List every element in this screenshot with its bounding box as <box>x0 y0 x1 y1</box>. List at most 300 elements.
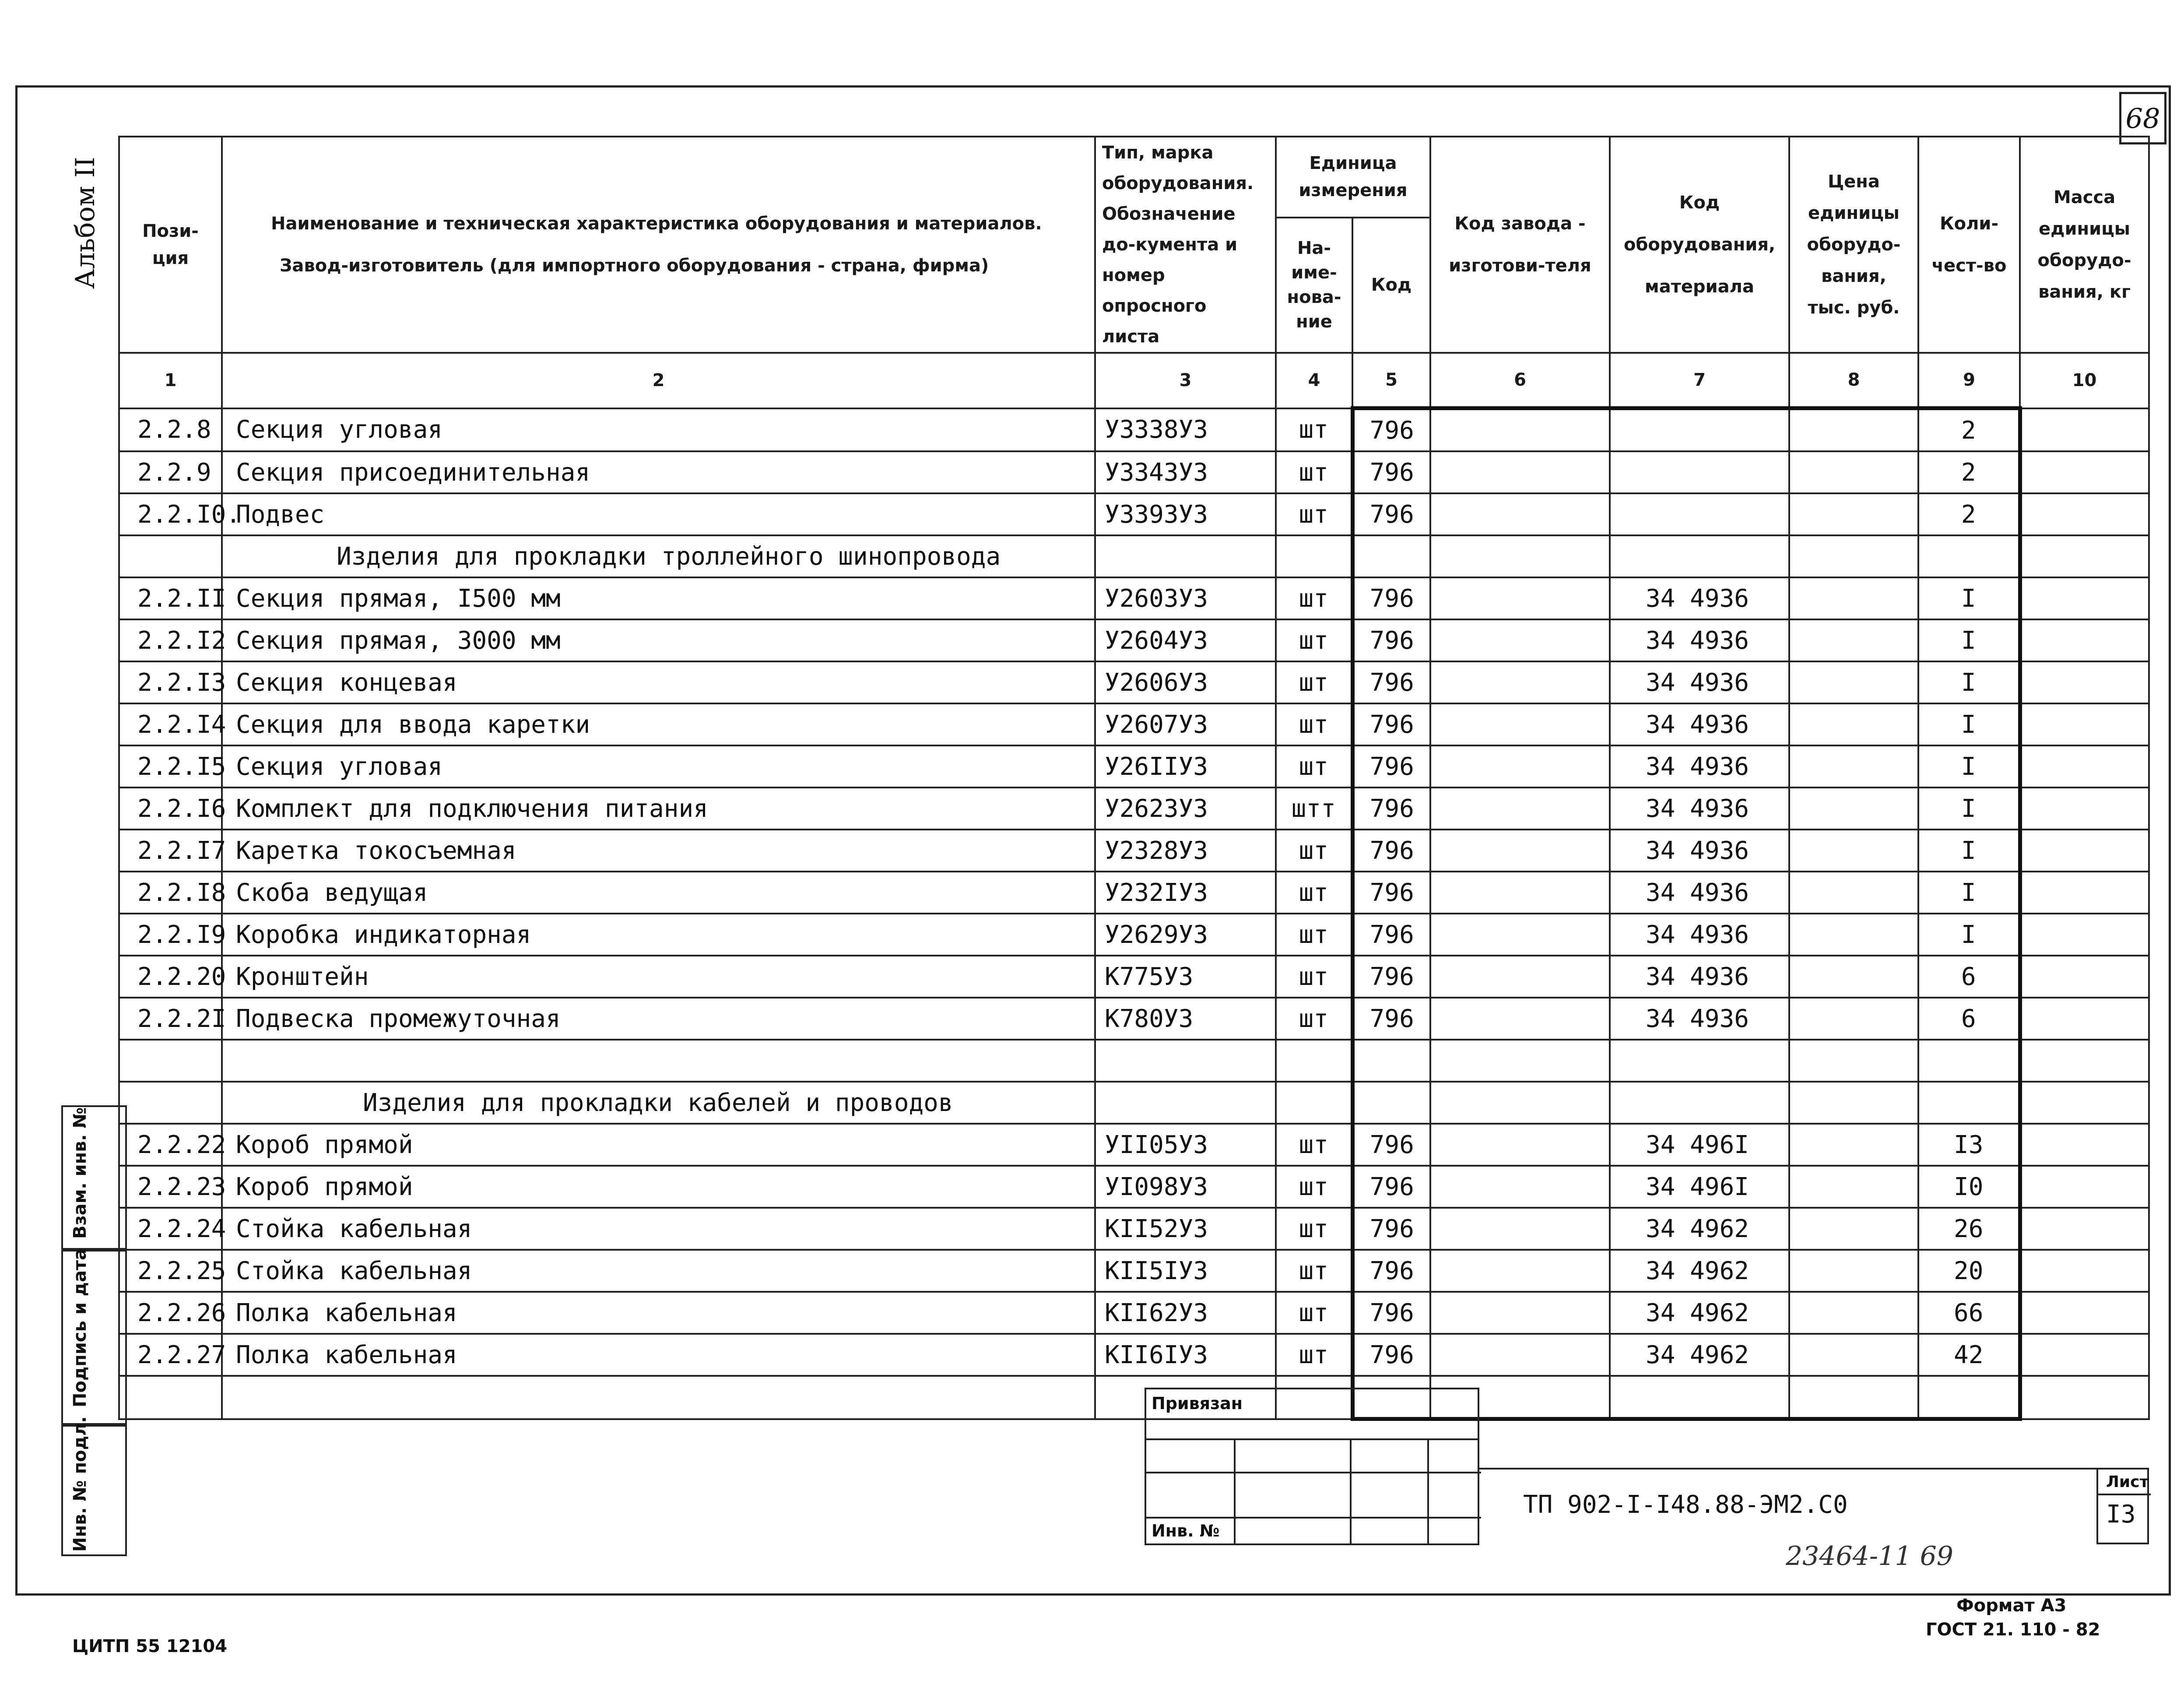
table-row <box>119 535 2149 577</box>
cell-type: У2328У3 <box>1095 830 1276 872</box>
column-number: 1 <box>119 353 222 408</box>
table-row <box>119 998 2149 1040</box>
cell-name: Секция угловая <box>222 745 1095 787</box>
cell-empty <box>1610 1082 1789 1124</box>
cell-unit-code: 796 <box>1352 451 1430 493</box>
cell-empty <box>1430 1040 1610 1082</box>
cell-unit: штт <box>1276 787 1352 830</box>
table-row <box>119 914 2149 956</box>
cell-price <box>1789 661 1918 703</box>
gost-label: ГОСТ 21. 110 - 82 <box>1926 1620 2100 1640</box>
cell-unit: шт <box>1276 577 1352 619</box>
cell-name: Секция прямая, I500 мм <box>222 577 1095 619</box>
cell-price <box>1789 703 1918 745</box>
cell-position <box>119 535 222 577</box>
cell-empty <box>1352 535 1430 577</box>
cell-price <box>1789 998 1918 1040</box>
cell-maker-code <box>1430 914 1610 956</box>
cell-material-code: 34 496I <box>1610 1124 1789 1166</box>
cell-position: 2.2.22 <box>119 1124 222 1166</box>
cell-name: Скоба ведущая <box>222 872 1095 914</box>
cell-quantity: I0 <box>1918 1166 2020 1208</box>
table-row <box>119 956 2149 998</box>
section-heading: Изделия для прокладки троллейного шинопровода <box>222 535 1095 577</box>
cell-type: КII62У3 <box>1095 1292 1276 1334</box>
cell-position: 2.2.I7 <box>119 830 222 872</box>
stamp-divider <box>1479 1468 2145 1470</box>
cell-maker-code <box>1430 1292 1610 1334</box>
stamp-grid <box>1145 1440 1479 1545</box>
cell-name: Короб прямой <box>222 1166 1095 1208</box>
cell-empty <box>1789 535 1918 577</box>
cell-unit: шт <box>1276 956 1352 998</box>
cell-empty <box>1095 1082 1276 1124</box>
cell-empty <box>1352 1082 1430 1124</box>
cell-unit: шт <box>1276 998 1352 1040</box>
cell-unit-code: 796 <box>1352 1292 1430 1334</box>
cell-empty <box>1276 535 1352 577</box>
cell-position: 2.2.I0. <box>119 493 222 535</box>
cell-mass <box>2020 1250 2149 1292</box>
cell-material-code: 34 4936 <box>1610 703 1789 745</box>
cell-quantity: I <box>1918 577 2020 619</box>
cell-empty <box>1918 535 2020 577</box>
cell-position: 2.2.2I <box>119 998 222 1040</box>
cell-mass <box>2020 1166 2149 1208</box>
cell-empty <box>1276 1040 1352 1082</box>
section-heading: Изделия для прокладки кабелей и проводов <box>222 1082 1095 1124</box>
cell-maker-code <box>1430 1334 1610 1376</box>
cell-price <box>1789 1208 1918 1250</box>
cell-mass <box>2020 1124 2149 1166</box>
cell-unit: шт <box>1276 872 1352 914</box>
cell-empty <box>119 1040 222 1082</box>
cell-empty <box>1789 1376 1918 1419</box>
side-label-podpis: Подпись и дата <box>70 1248 90 1407</box>
cell-unit-code: 796 <box>1352 1124 1430 1166</box>
cell-name: Подвес <box>222 493 1095 535</box>
cell-name: Каретка токосъемная <box>222 830 1095 872</box>
cell-type: У3343У3 <box>1095 451 1276 493</box>
cell-unit-code: 796 <box>1352 787 1430 830</box>
cell-maker-code <box>1430 956 1610 998</box>
cell-type: У3338У3 <box>1095 408 1276 452</box>
cell-price <box>1789 1250 1918 1292</box>
cell-mass <box>2020 1334 2149 1376</box>
cell-unit-code: 796 <box>1352 1166 1430 1208</box>
table-row <box>119 451 2149 493</box>
cell-unit-code: 796 <box>1352 872 1430 914</box>
cell-maker-code <box>1430 1208 1610 1250</box>
cell-unit-code: 796 <box>1352 830 1430 872</box>
cell-type: КII6IУ3 <box>1095 1334 1276 1376</box>
cell-unit: шт <box>1276 451 1352 493</box>
cell-type: У2604У3 <box>1095 619 1276 661</box>
cell-unit: шт <box>1276 408 1352 452</box>
cell-position: 2.2.I5 <box>119 745 222 787</box>
cell-material-code: 34 4962 <box>1610 1208 1789 1250</box>
cell-material-code: 34 4936 <box>1610 745 1789 787</box>
cell-quantity: I <box>1918 830 2020 872</box>
cell-mass <box>2020 998 2149 1040</box>
cell-unit-code: 796 <box>1352 493 1430 535</box>
cell-empty <box>1610 535 1789 577</box>
cell-empty <box>1918 1082 2020 1124</box>
cell-maker-code <box>1430 830 1610 872</box>
cell-maker-code <box>1430 451 1610 493</box>
header-type: Тип, марка оборудования. Обозначение до-кумента и номер опросного листа <box>1095 137 1276 353</box>
cell-mass <box>2020 745 2149 787</box>
cell-position: 2.2.25 <box>119 1250 222 1292</box>
cell-empty <box>1352 1040 1430 1082</box>
cell-quantity: I3 <box>1918 1124 2020 1166</box>
cell-type: У2629У3 <box>1095 914 1276 956</box>
cell-position: 2.2.27 <box>119 1334 222 1376</box>
cell-type: У2623У3 <box>1095 787 1276 830</box>
cell-mass <box>2020 1208 2149 1250</box>
cell-empty <box>1918 1376 2020 1419</box>
cell-material-code: 34 4936 <box>1610 787 1789 830</box>
cell-maker-code <box>1430 661 1610 703</box>
list-label: Лист <box>2106 1473 2149 1491</box>
cell-name: Коробка индикаторная <box>222 914 1095 956</box>
cell-material-code: 34 4962 <box>1610 1250 1789 1292</box>
cell-unit: шт <box>1276 619 1352 661</box>
cell-unit: шт <box>1276 830 1352 872</box>
album-label: Альбом II <box>70 157 101 289</box>
cell-quantity: 2 <box>1918 493 2020 535</box>
cell-maker-code <box>1430 745 1610 787</box>
column-number: 8 <box>1789 353 1918 408</box>
cell-unit: шт <box>1276 914 1352 956</box>
cell-maker-code <box>1430 1250 1610 1292</box>
cell-mass <box>2020 493 2149 535</box>
cell-empty <box>1430 535 1610 577</box>
cell-mass <box>2020 577 2149 619</box>
cell-unit: шт <box>1276 745 1352 787</box>
header-price: Цена единицы оборудо-вания, тыс. руб. <box>1789 137 1918 353</box>
cell-empty <box>2020 1082 2149 1124</box>
column-number: 2 <box>222 353 1095 408</box>
cell-type: КII5IУ3 <box>1095 1250 1276 1292</box>
cell-name: Стойка кабельная <box>222 1208 1095 1250</box>
cell-unit-code: 796 <box>1352 619 1430 661</box>
cell-unit: шт <box>1276 493 1352 535</box>
table-row <box>119 1334 2149 1376</box>
table-row <box>119 787 2149 830</box>
cell-mass <box>2020 451 2149 493</box>
cell-maker-code <box>1430 408 1610 452</box>
cell-position: 2.2.23 <box>119 1166 222 1208</box>
cell-quantity: 42 <box>1918 1334 2020 1376</box>
cell-maker-code <box>1430 1124 1610 1166</box>
cell-name: Подвеска промежуточная <box>222 998 1095 1040</box>
cell-type: К780У3 <box>1095 998 1276 1040</box>
cell-position: 2.2.I9 <box>119 914 222 956</box>
cell-empty <box>1610 1040 1789 1082</box>
cell-position: 2.2.I3 <box>119 661 222 703</box>
cell-mass <box>2020 787 2149 830</box>
cell-unit-code: 796 <box>1352 1334 1430 1376</box>
cell-unit-code: 796 <box>1352 998 1430 1040</box>
specification-table <box>118 136 2150 1421</box>
table-row <box>119 1208 2149 1250</box>
cell-material-code: 34 4936 <box>1610 956 1789 998</box>
cell-material-code: 34 496I <box>1610 1166 1789 1208</box>
cell-position: 2.2.8 <box>119 408 222 452</box>
cell-empty <box>1095 1040 1276 1082</box>
cell-empty <box>2020 535 2149 577</box>
cell-quantity: I <box>1918 787 2020 830</box>
stamp-privyazan-label: Привязан <box>1152 1394 1243 1413</box>
table-row <box>119 661 2149 703</box>
header-mass: Масса единицы оборудо-вания, кг <box>2020 137 2149 353</box>
header-unit-name: На-име-нова-ние <box>1276 218 1352 353</box>
handwritten-number: 23464-11 69 <box>1786 1541 1953 1571</box>
cell-material-code: 34 4936 <box>1610 619 1789 661</box>
table-row <box>119 872 2149 914</box>
cell-name: Секция концевая <box>222 661 1095 703</box>
column-number: 3 <box>1095 353 1276 408</box>
cell-unit: шт <box>1276 703 1352 745</box>
cell-name: Кронштейн <box>222 956 1095 998</box>
cell-maker-code <box>1430 577 1610 619</box>
cell-quantity: 6 <box>1918 956 2020 998</box>
cell-position: 2.2.II <box>119 577 222 619</box>
cell-position <box>119 1082 222 1124</box>
table-row <box>119 1040 2149 1082</box>
table-row <box>119 1082 2149 1124</box>
cell-empty <box>1095 535 1276 577</box>
cell-name: Полка кабельная <box>222 1334 1095 1376</box>
cell-quantity: 66 <box>1918 1292 2020 1334</box>
cell-price <box>1789 1334 1918 1376</box>
cell-material-code <box>1610 451 1789 493</box>
header-unit-code: Код <box>1352 218 1430 353</box>
cell-type: У3393У3 <box>1095 493 1276 535</box>
table-row <box>119 745 2149 787</box>
column-number: 6 <box>1430 353 1610 408</box>
cell-price <box>1789 493 1918 535</box>
table-row <box>119 619 2149 661</box>
table-row <box>119 1166 2149 1208</box>
cell-unit: шт <box>1276 1292 1352 1334</box>
cell-price <box>1789 872 1918 914</box>
cell-material-code <box>1610 493 1789 535</box>
cell-price <box>1789 956 1918 998</box>
header-material-code: Код оборудования, материала <box>1610 137 1789 353</box>
cell-name: Секция присоединительная <box>222 451 1095 493</box>
cell-type: У2606У3 <box>1095 661 1276 703</box>
cell-quantity: 6 <box>1918 998 2020 1040</box>
cell-material-code: 34 4936 <box>1610 577 1789 619</box>
cell-unit: шт <box>1276 661 1352 703</box>
format-label: Формат А3 <box>1956 1596 2067 1616</box>
cell-empty <box>1918 1040 2020 1082</box>
cell-mass <box>2020 661 2149 703</box>
cell-price <box>1789 451 1918 493</box>
cell-mass <box>2020 1292 2149 1334</box>
cell-price <box>1789 1292 1918 1334</box>
stamp-inv-label: Инв. № <box>1152 1521 1220 1540</box>
cell-material-code <box>1610 408 1789 452</box>
table-row <box>119 703 2149 745</box>
cell-empty <box>1610 1376 1789 1419</box>
cell-maker-code <box>1430 872 1610 914</box>
list-box <box>2096 1468 2149 1544</box>
cell-unit: шт <box>1276 1334 1352 1376</box>
cell-unit: шт <box>1276 1166 1352 1208</box>
cell-empty <box>1430 1082 1610 1124</box>
cell-maker-code <box>1430 998 1610 1040</box>
stamp-privyazan-box <box>1145 1388 1479 1440</box>
cell-type: УI098У3 <box>1095 1166 1276 1208</box>
cell-unit: шт <box>1276 1208 1352 1250</box>
cell-price <box>1789 914 1918 956</box>
cell-material-code: 34 4936 <box>1610 661 1789 703</box>
header-maker-code: Код завода - изготови-теля <box>1430 137 1610 353</box>
cell-position: 2.2.26 <box>119 1292 222 1334</box>
cell-position: 2.2.24 <box>119 1208 222 1250</box>
cell-empty <box>1276 1082 1352 1124</box>
cell-unit-code: 796 <box>1352 956 1430 998</box>
cell-empty <box>1789 1082 1918 1124</box>
cell-quantity: I <box>1918 703 2020 745</box>
sheet-number: 68 <box>2119 92 2166 144</box>
cell-unit-code: 796 <box>1352 1250 1430 1292</box>
cell-quantity: 2 <box>1918 408 2020 452</box>
cell-price <box>1789 1124 1918 1166</box>
column-number: 5 <box>1352 353 1430 408</box>
cell-mass <box>2020 408 2149 452</box>
cell-quantity: I <box>1918 619 2020 661</box>
cell-type: У2603У3 <box>1095 577 1276 619</box>
cell-type: У232IУ3 <box>1095 872 1276 914</box>
cell-price <box>1789 830 1918 872</box>
table-row <box>119 1124 2149 1166</box>
cell-maker-code <box>1430 493 1610 535</box>
cell-price <box>1789 787 1918 830</box>
cell-name: Секция прямая, 3000 мм <box>222 619 1095 661</box>
cell-quantity: 2 <box>1918 451 2020 493</box>
cell-position: 2.2.I6 <box>119 787 222 830</box>
cell-unit: шт <box>1276 1250 1352 1292</box>
side-label-inv: Инв. № подл. <box>70 1416 90 1552</box>
cell-quantity: I <box>1918 872 2020 914</box>
cell-quantity: I <box>1918 914 2020 956</box>
cell-material-code: 34 4936 <box>1610 830 1789 872</box>
cell-position: 2.2.I8 <box>119 872 222 914</box>
cell-name: Секция для ввода каретки <box>222 703 1095 745</box>
cell-name: Комплект для подключения питания <box>222 787 1095 830</box>
cell-position: 2.2.20 <box>119 956 222 998</box>
column-number: 10 <box>2020 353 2149 408</box>
table-row <box>119 1292 2149 1334</box>
cell-empty <box>1789 1040 1918 1082</box>
cell-mass <box>2020 703 2149 745</box>
cell-empty <box>2020 1040 2149 1082</box>
cell-empty <box>222 1040 1095 1082</box>
cell-unit-code: 796 <box>1352 1208 1430 1250</box>
cell-material-code: 34 4962 <box>1610 1292 1789 1334</box>
cell-material-code: 34 4936 <box>1610 872 1789 914</box>
document-code: ТП 902-I-I48.88-ЭМ2.С0 <box>1523 1491 1848 1519</box>
cell-unit-code: 796 <box>1352 577 1430 619</box>
cell-quantity: 26 <box>1918 1208 2020 1250</box>
cell-quantity: 20 <box>1918 1250 2020 1292</box>
cell-position: 2.2.9 <box>119 451 222 493</box>
cell-position: 2.2.I2 <box>119 619 222 661</box>
column-number: 9 <box>1918 353 2020 408</box>
cell-type: УII05У3 <box>1095 1124 1276 1166</box>
cell-unit-code: 796 <box>1352 745 1430 787</box>
cell-maker-code <box>1430 703 1610 745</box>
cell-mass <box>2020 872 2149 914</box>
cell-price <box>1789 1166 1918 1208</box>
cell-price <box>1789 745 1918 787</box>
table-row <box>119 408 2149 452</box>
cell-name: Секция угловая <box>222 408 1095 452</box>
cell-type: КII52У3 <box>1095 1208 1276 1250</box>
cell-quantity: I <box>1918 745 2020 787</box>
table-row <box>119 830 2149 872</box>
cell-maker-code <box>1430 787 1610 830</box>
table-row <box>119 1376 2149 1419</box>
cell-maker-code <box>1430 1166 1610 1208</box>
cell-position: 2.2.I4 <box>119 703 222 745</box>
cell-type: У26IIУ3 <box>1095 745 1276 787</box>
header-quantity: Коли-чест-во <box>1918 137 2020 353</box>
cell-name: Полка кабельная <box>222 1292 1095 1334</box>
table-row <box>119 577 2149 619</box>
cell-name: Стойка кабельная <box>222 1250 1095 1292</box>
cell-material-code: 34 4936 <box>1610 914 1789 956</box>
cell-empty <box>2020 1376 2149 1419</box>
table-row <box>119 1250 2149 1292</box>
side-label-vzam: Взам. инв. № <box>70 1107 90 1239</box>
cell-material-code: 34 4936 <box>1610 998 1789 1040</box>
cell-type: К775У3 <box>1095 956 1276 998</box>
list-value: I3 <box>2106 1500 2136 1529</box>
cell-unit-code: 796 <box>1352 703 1430 745</box>
cell-quantity: I <box>1918 661 2020 703</box>
table-row <box>119 493 2149 535</box>
header-unit-group: Единица измерения <box>1276 137 1430 218</box>
cell-unit-code: 796 <box>1352 914 1430 956</box>
cell-maker-code <box>1430 619 1610 661</box>
header-position: Пози- ция <box>119 137 222 353</box>
cell-mass <box>2020 619 2149 661</box>
cell-unit: шт <box>1276 1124 1352 1166</box>
cell-name: Короб прямой <box>222 1124 1095 1166</box>
column-number: 4 <box>1276 353 1352 408</box>
cell-price <box>1789 577 1918 619</box>
header-name: Наименование и техническая характеристика оборудования и материалов. Завод-изготовитель (для импортного оборудования - страна, фирма) <box>222 137 1095 353</box>
citp-label: ЦИТП 55 12104 <box>72 1636 228 1656</box>
column-number: 7 <box>1610 353 1789 408</box>
cell-unit-code: 796 <box>1352 661 1430 703</box>
cell-price <box>1789 619 1918 661</box>
cell-mass <box>2020 956 2149 998</box>
cell-type: У2607У3 <box>1095 703 1276 745</box>
cell-unit-code: 796 <box>1352 408 1430 452</box>
cell-mass <box>2020 830 2149 872</box>
cell-empty <box>222 1376 1095 1419</box>
cell-mass <box>2020 914 2149 956</box>
cell-empty <box>119 1376 222 1419</box>
cell-material-code: 34 4962 <box>1610 1334 1789 1376</box>
cell-price <box>1789 408 1918 452</box>
